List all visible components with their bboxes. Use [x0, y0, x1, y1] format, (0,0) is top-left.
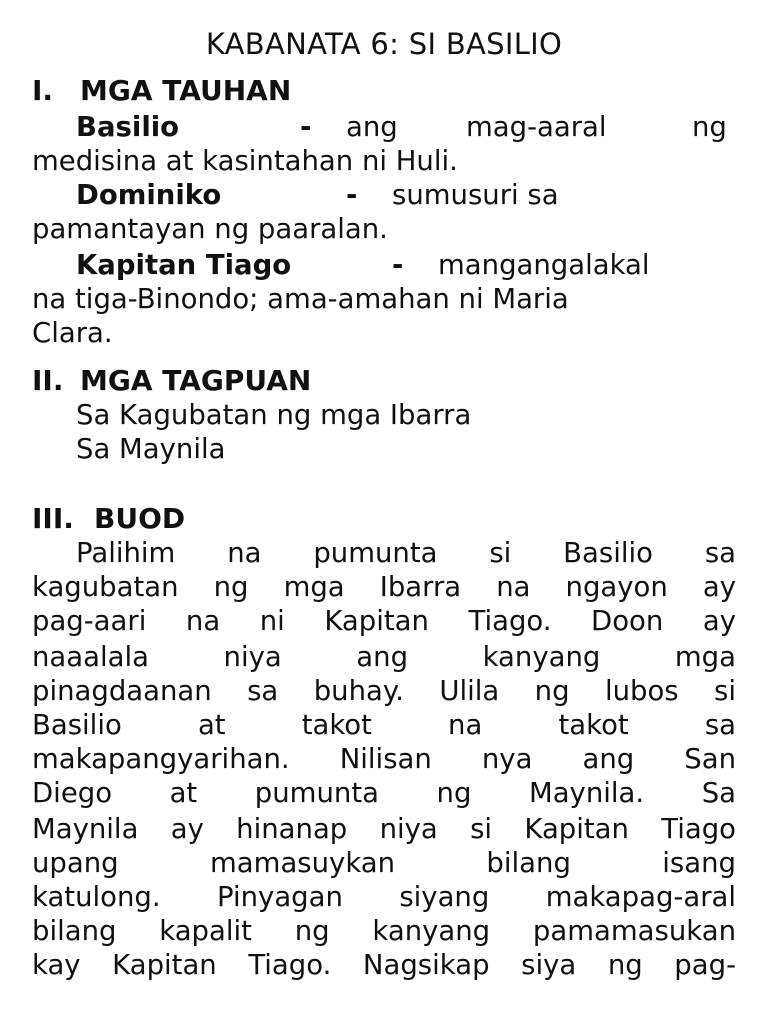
summary-line: pinagdaanan sa buhay. Ulila ng lubos si	[32, 675, 736, 707]
character-description: na tiga-Binondo; ama-amahan ni Maria	[32, 283, 569, 315]
summary-line: Basilio at takot na takot sa	[32, 709, 736, 741]
character-description: sumusuri sa	[392, 179, 559, 211]
description-word: mag-aaral	[466, 111, 607, 143]
character-description: medisina at kasintahan ni Huli.	[32, 145, 458, 177]
character-dash: -	[300, 111, 312, 143]
character-dash: -	[392, 249, 404, 281]
summary-line: katulong. Pinyagan siyang makapag-aral	[32, 881, 736, 913]
character-name: Kapitan Tiago	[76, 249, 292, 281]
summary-line: makapangyarihan. Nilisan nya ang San	[32, 743, 736, 775]
character-description: pamantayan ng paaralan.	[32, 213, 388, 245]
section-title: MGA TAGPUAN	[80, 364, 312, 397]
summary-line: bilang kapalit ng kanyang pamamasukan	[32, 915, 736, 947]
character-name: Dominiko	[76, 179, 222, 211]
summary-line: pag-aari na ni Kapitan Tiago. Doon ay	[32, 605, 736, 637]
summary-line: kay Kapitan Tiago. Nagsikap siya ng pag-	[32, 949, 736, 981]
summary-line: Palihim na pumunta si Basilio sa	[76, 537, 736, 569]
section-number: II.	[32, 364, 64, 397]
summary-line: Maynila ay hinanap niya si Kapitan Tiago	[32, 813, 736, 845]
section-title: MGA TAUHAN	[80, 74, 292, 107]
summary-line: upang mamasuykan bilang isang	[32, 847, 736, 879]
section-heading-buod	[32, 502, 185, 536]
description-word: ang	[346, 111, 398, 143]
description-word: ng	[692, 111, 727, 143]
section-number: I.	[32, 74, 54, 107]
character-name: Basilio	[76, 111, 180, 143]
character-description: Clara.	[32, 317, 113, 349]
page-title: KABANATA 6: SI BASILIO	[205, 27, 563, 61]
summary-line: naaalala niya ang kanyang mga	[32, 641, 736, 673]
section-number: III.	[32, 502, 74, 535]
section-heading-tagpuan	[32, 364, 311, 398]
place-item: Sa Kagubatan ng mga Ibarra	[76, 399, 472, 431]
character-dash: -	[346, 179, 358, 211]
place-item: Sa Maynila	[76, 433, 226, 465]
section-title: BUOD	[94, 502, 186, 535]
character-description: mangangalakal	[438, 249, 650, 281]
summary-line: kagubatan ng mga Ibarra na ngayon ay	[32, 571, 736, 603]
summary-line: Diego at pumunta ng Maynila. Sa	[32, 777, 736, 809]
section-heading-tauhan	[32, 74, 291, 108]
